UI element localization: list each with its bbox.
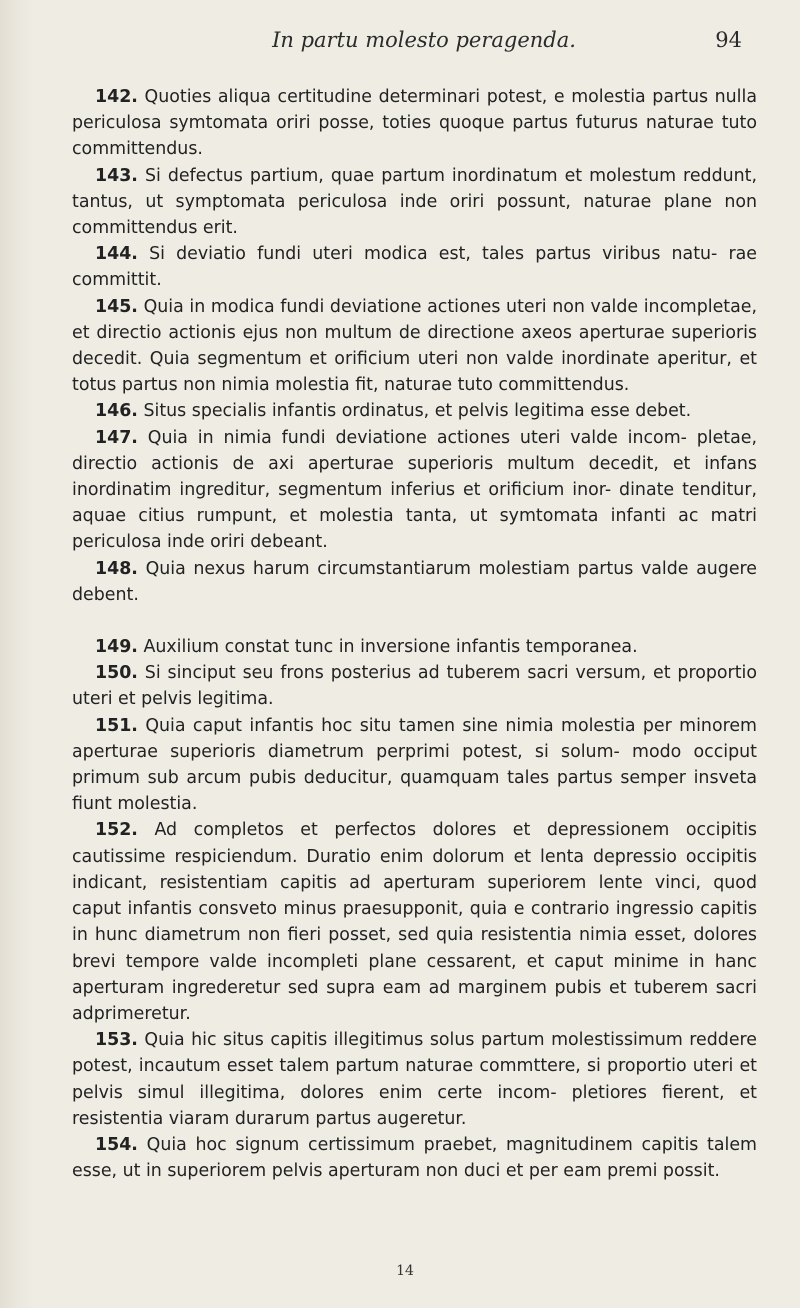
paragraph xyxy=(72,84,757,163)
paragraph-number: 146. xyxy=(95,401,138,422)
paragraph xyxy=(72,1027,757,1132)
page-edge-shadow xyxy=(0,0,34,1308)
paragraph-text: Quia in nimia fundi deviatione actiones uteri valde incom- pletae, directio actionis de axi aperturae superioris multum decedit, et infans inordinatim ingreditur, segmentum inferius et orificium inor- dinate tenditur, aquae citius rumpunt, et molestia tanta, ut symtomata infanti ac matri periculosa inde oriri debeant. xyxy=(72,427,758,553)
paragraph-number: 142. xyxy=(95,87,138,107)
paragraph-text: Ad completos et perfectos dolores et depressionem occipitis cautissime respiciendum. Duratio enim dolorum et lenta depressio occipitis indicant, resistentiam capitis ad aperturam superiorem lente vinci, quod caput infantis consveto minus praesupponit, quia e contrario ingressio capitis in hunc diametrum non fieri posset, sed quia resistentia nimia esset, dolores brevi tempore valde incompleti plane cessarent, et caput minime in hanc aperturam ingrederetur sed supra eam ad marginem pubis et tuberem sacri adprimeretur. xyxy=(72,820,757,1024)
paragraph-text: Situs specialis infantis ordinatus, et pelvis legitima esse debet. xyxy=(143,401,692,422)
paragraph-text: Quia in modica fundi deviatione actiones uteri non valde incompletae, et directio actionis ejus non multum de directione axeos aperturae superioris decedit. Quia segmentum et orificium uteri non valde inordinate aperitur, et totus partus non nimia molestia fit, naturae tuto committendus. xyxy=(72,296,757,396)
paragraph-text: Quia caput infantis hoc situ tamen sine nimia molestia per minorem aperturae superioris diametrum perprimi potest, si solum- modo occiput primum sub arcum pubis deducitur, quamquam tales partus semper insveta fiunt molestia. xyxy=(72,715,757,815)
paragraph-text: Quoties aliqua certitudine determinari potest, e molestia partus nulla periculosa symtomata oriri posse, toties quoque partus futurus naturae tuto committendus. xyxy=(72,87,758,160)
paragraph-text: Si defectus partium, quae partum inordinatum et molestum reddunt, tantus, ut symptomata periculosa inde oriri possunt, naturae plane non committendus erit. xyxy=(72,165,757,239)
paragraph xyxy=(72,163,757,242)
paragraph-text: Auxilium constat tunc in inversione infantis temporanea. xyxy=(143,637,638,658)
paragraph-text: Quia hoc signum certissimum praebet, magnitudinem capitis talem esse, ut in superiorem pelvis aperturam non duci et per eam premi possit. xyxy=(72,1134,757,1182)
running-title: In partu molesto peragenda. xyxy=(272,28,576,52)
paragraph xyxy=(72,634,757,660)
paragraph xyxy=(72,713,757,818)
paragraph-number: 154. xyxy=(95,1134,138,1155)
paragraph xyxy=(72,241,757,293)
section-break xyxy=(72,608,757,634)
text-body xyxy=(72,84,757,1184)
paragraph-number: 152. xyxy=(95,820,138,841)
signature-mark: 14 xyxy=(396,1263,414,1279)
paragraph-number: 145. xyxy=(95,296,138,317)
paragraph-number: 148. xyxy=(95,558,138,579)
paragraph-number: 147. xyxy=(95,427,138,448)
paragraph-number: 151. xyxy=(95,715,138,736)
paragraph-number: 144. xyxy=(95,244,138,265)
paragraph-number: 149. xyxy=(95,637,138,658)
paragraph xyxy=(72,425,757,556)
paragraph xyxy=(72,398,757,424)
page-header xyxy=(96,28,752,62)
paragraph-number: 153. xyxy=(95,1030,138,1051)
paragraph-text: Quia nexus harum circumstantiarum molestiam partus valde augere debent. xyxy=(72,558,757,605)
paragraph-text: Si sinciput seu frons posterius ad tuberem sacri versum, et proportio uteri et pelvis legitima. xyxy=(72,663,757,710)
paragraph xyxy=(72,1132,757,1184)
paragraph-text: Quia hic situs capitis illegitimus solus partum molestissimum reddere potest, incautum esset talem partum naturae commttere, si proportio uteri et pelvis simul illegitima, dolores enim certe incom- pletiores fierent, et resistentia viaram durarum partus augeretur. xyxy=(72,1030,757,1129)
paragraph-text: Si deviatio fundi uteri modica est, tales partus viribus natu- rae committit. xyxy=(72,244,757,291)
page-number: 94 xyxy=(715,28,742,52)
paragraph xyxy=(72,817,757,1027)
paragraph xyxy=(72,660,757,712)
paragraph xyxy=(72,556,757,608)
paragraph-number: 150. xyxy=(95,663,138,684)
paragraph-number: 143. xyxy=(95,165,138,186)
paragraph xyxy=(72,294,757,399)
